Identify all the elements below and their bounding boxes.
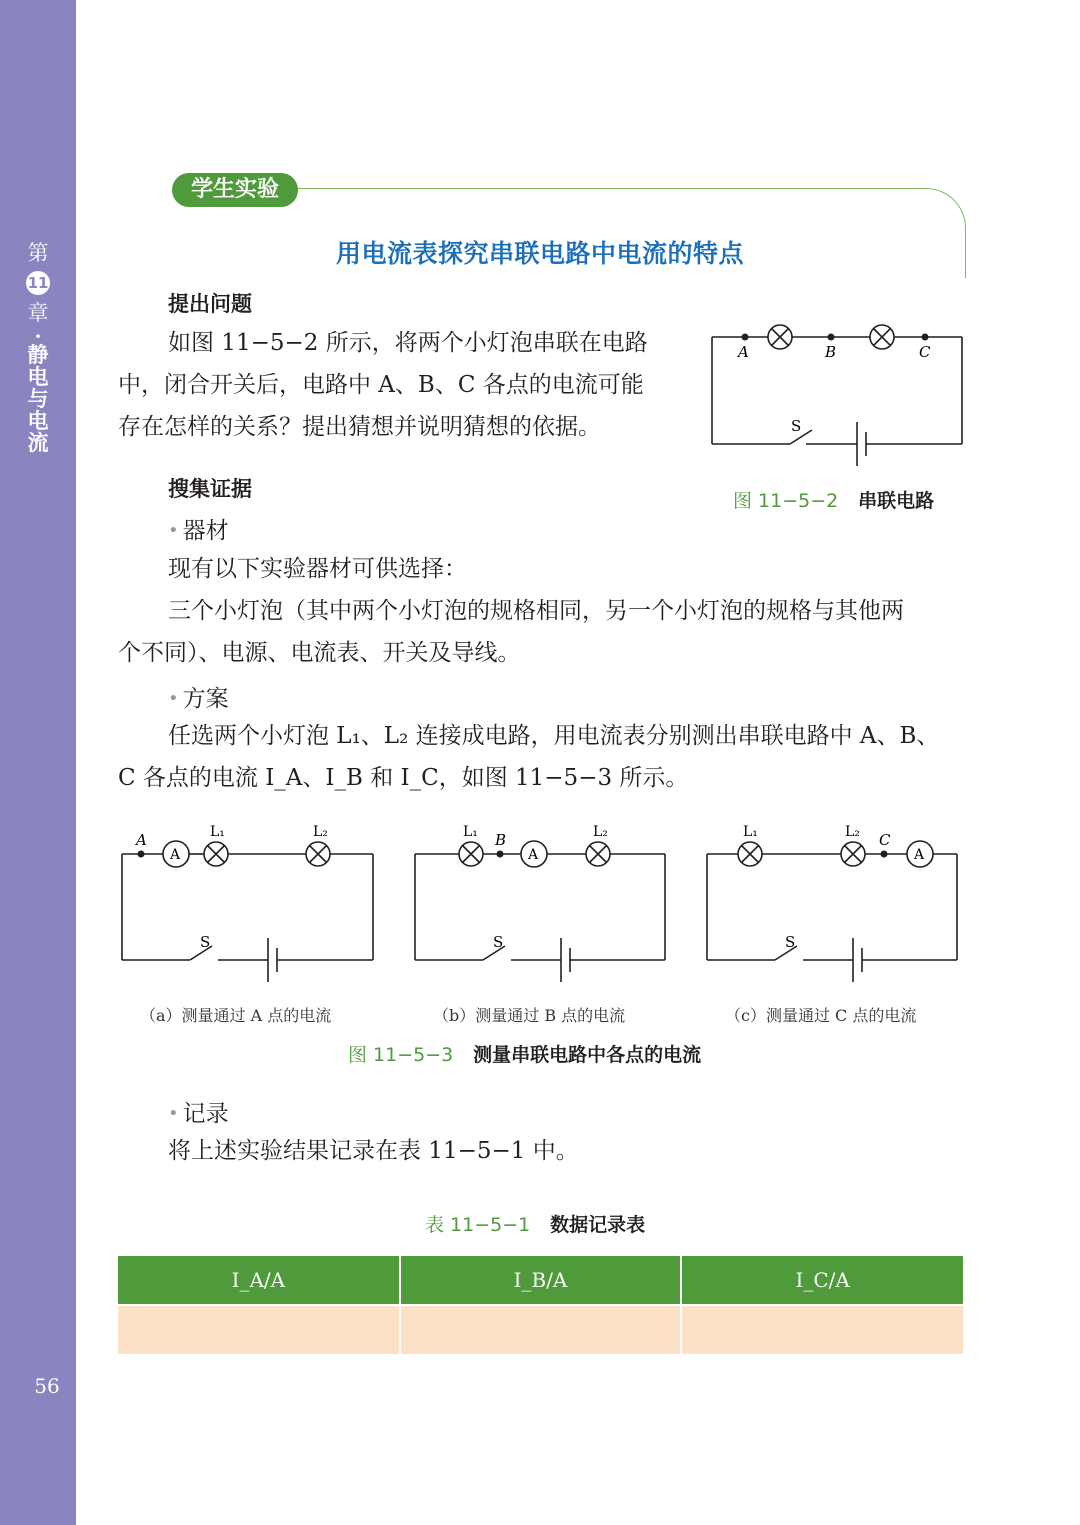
table-caption: 表 11−5−1 数据记录表 <box>425 1214 646 1236</box>
page-number: 56 <box>34 1374 60 1398</box>
chapter-label <box>0 238 76 454</box>
chapter-sidebar <box>0 0 76 1525</box>
equipment-line: 个不同）、电源、电流表、开关及导线。 <box>118 640 521 666</box>
figure-caption: 图 11−5−2 串联电路 <box>733 490 935 512</box>
page-title: 用电流表探究串联电路中电流的特点 <box>335 239 744 268</box>
ammeter-label: A <box>528 847 539 863</box>
table-header-cell: I_C/A <box>681 1256 963 1305</box>
point-a-label: A <box>136 831 147 849</box>
plan-line: 任选两个小灯泡 L₁、L₂ 连接成电路，用电流表分别测出串联电路中 A、B、 <box>168 723 940 749</box>
table-cell[interactable] <box>118 1305 400 1354</box>
point-c-label: C <box>879 831 891 849</box>
point-c-label: C <box>919 343 931 361</box>
experiment-badge: 学生实验 <box>172 173 298 207</box>
circuit-a <box>122 824 373 982</box>
chapter-title-char: 电 <box>27 365 49 389</box>
switch-label: S <box>791 417 802 435</box>
chapter-sep: · <box>34 324 42 348</box>
chapter-title-char: 电 <box>27 409 49 433</box>
question-line: 中，闭合开关后，电路中 A、B、C 各点的电流可能 <box>118 372 644 398</box>
table-cell[interactable] <box>400 1305 682 1354</box>
plan-line: C 各点的电流 I_A、I_B 和 I_C，如图 11−5−3 所示。 <box>118 765 689 791</box>
question-line: 如图 11−5−2 所示，将两个小灯泡串联在电路 <box>168 330 648 356</box>
plan-label: • 方案 <box>168 680 229 713</box>
subfigure-caption: （c）测量通过 C 点的电流 <box>725 1006 917 1025</box>
series-circuit-diagram <box>700 318 975 478</box>
lamp2-label: L₂ <box>845 824 860 840</box>
ammeter-label: A <box>914 847 925 863</box>
table-cell[interactable] <box>681 1305 963 1354</box>
question-line: 存在怎样的关系？提出猜想并说明猜想的依据。 <box>118 414 601 440</box>
point-a-label: A <box>738 343 749 361</box>
chapter-title-char: 与 <box>27 387 49 411</box>
chapter-title-char: 静 <box>27 343 49 367</box>
equipment-line: 三个小灯泡（其中两个小灯泡的规格相同，另一个小灯泡的规格与其他两 <box>168 598 904 624</box>
record-label: • 记录 <box>168 1095 229 1128</box>
chapter-suffix: 章 <box>27 301 49 325</box>
equipment-intro: 现有以下实验器材可供选择： <box>168 556 467 582</box>
circuit-b <box>415 824 665 982</box>
table-row <box>118 1305 963 1354</box>
measurement-circuits <box>110 820 970 1000</box>
evidence-heading: 搜集证据 <box>168 477 252 501</box>
table-header-cell: I_B/A <box>400 1256 682 1305</box>
switch-label: S <box>785 933 796 951</box>
subfigure-caption: （a）测量通过 A 点的电流 <box>140 1006 332 1025</box>
switch-label: S <box>493 933 504 951</box>
point-b-label: B <box>495 831 507 849</box>
question-heading: 提出问题 <box>168 292 252 316</box>
lamp2-label: L₂ <box>313 824 328 840</box>
lamp1-label: L₁ <box>210 824 225 840</box>
equipment-label: • 器材 <box>168 512 229 545</box>
data-record-table <box>118 1256 963 1354</box>
table-header-cell: I_A/A <box>118 1256 400 1305</box>
figure-caption: 图 11−5−3 测量串联电路中各点的电流 <box>348 1044 702 1066</box>
ammeter-label: A <box>170 847 181 863</box>
circuit-c <box>707 824 957 982</box>
chapter-prefix: 第 <box>27 241 49 265</box>
record-line: 将上述实验结果记录在表 11−5−1 中。 <box>168 1138 579 1164</box>
switch-label: S <box>200 933 211 951</box>
lamp1-label: L₁ <box>463 824 478 840</box>
chapter-number: 11 <box>26 271 50 295</box>
lamp1-label: L₁ <box>743 824 758 840</box>
lamp2-label: L₂ <box>593 824 608 840</box>
table-header-row <box>118 1256 963 1305</box>
subfigure-caption: （b）测量通过 B 点的电流 <box>433 1006 626 1025</box>
point-b-label: B <box>825 343 837 361</box>
chapter-title-char: 流 <box>27 431 49 455</box>
